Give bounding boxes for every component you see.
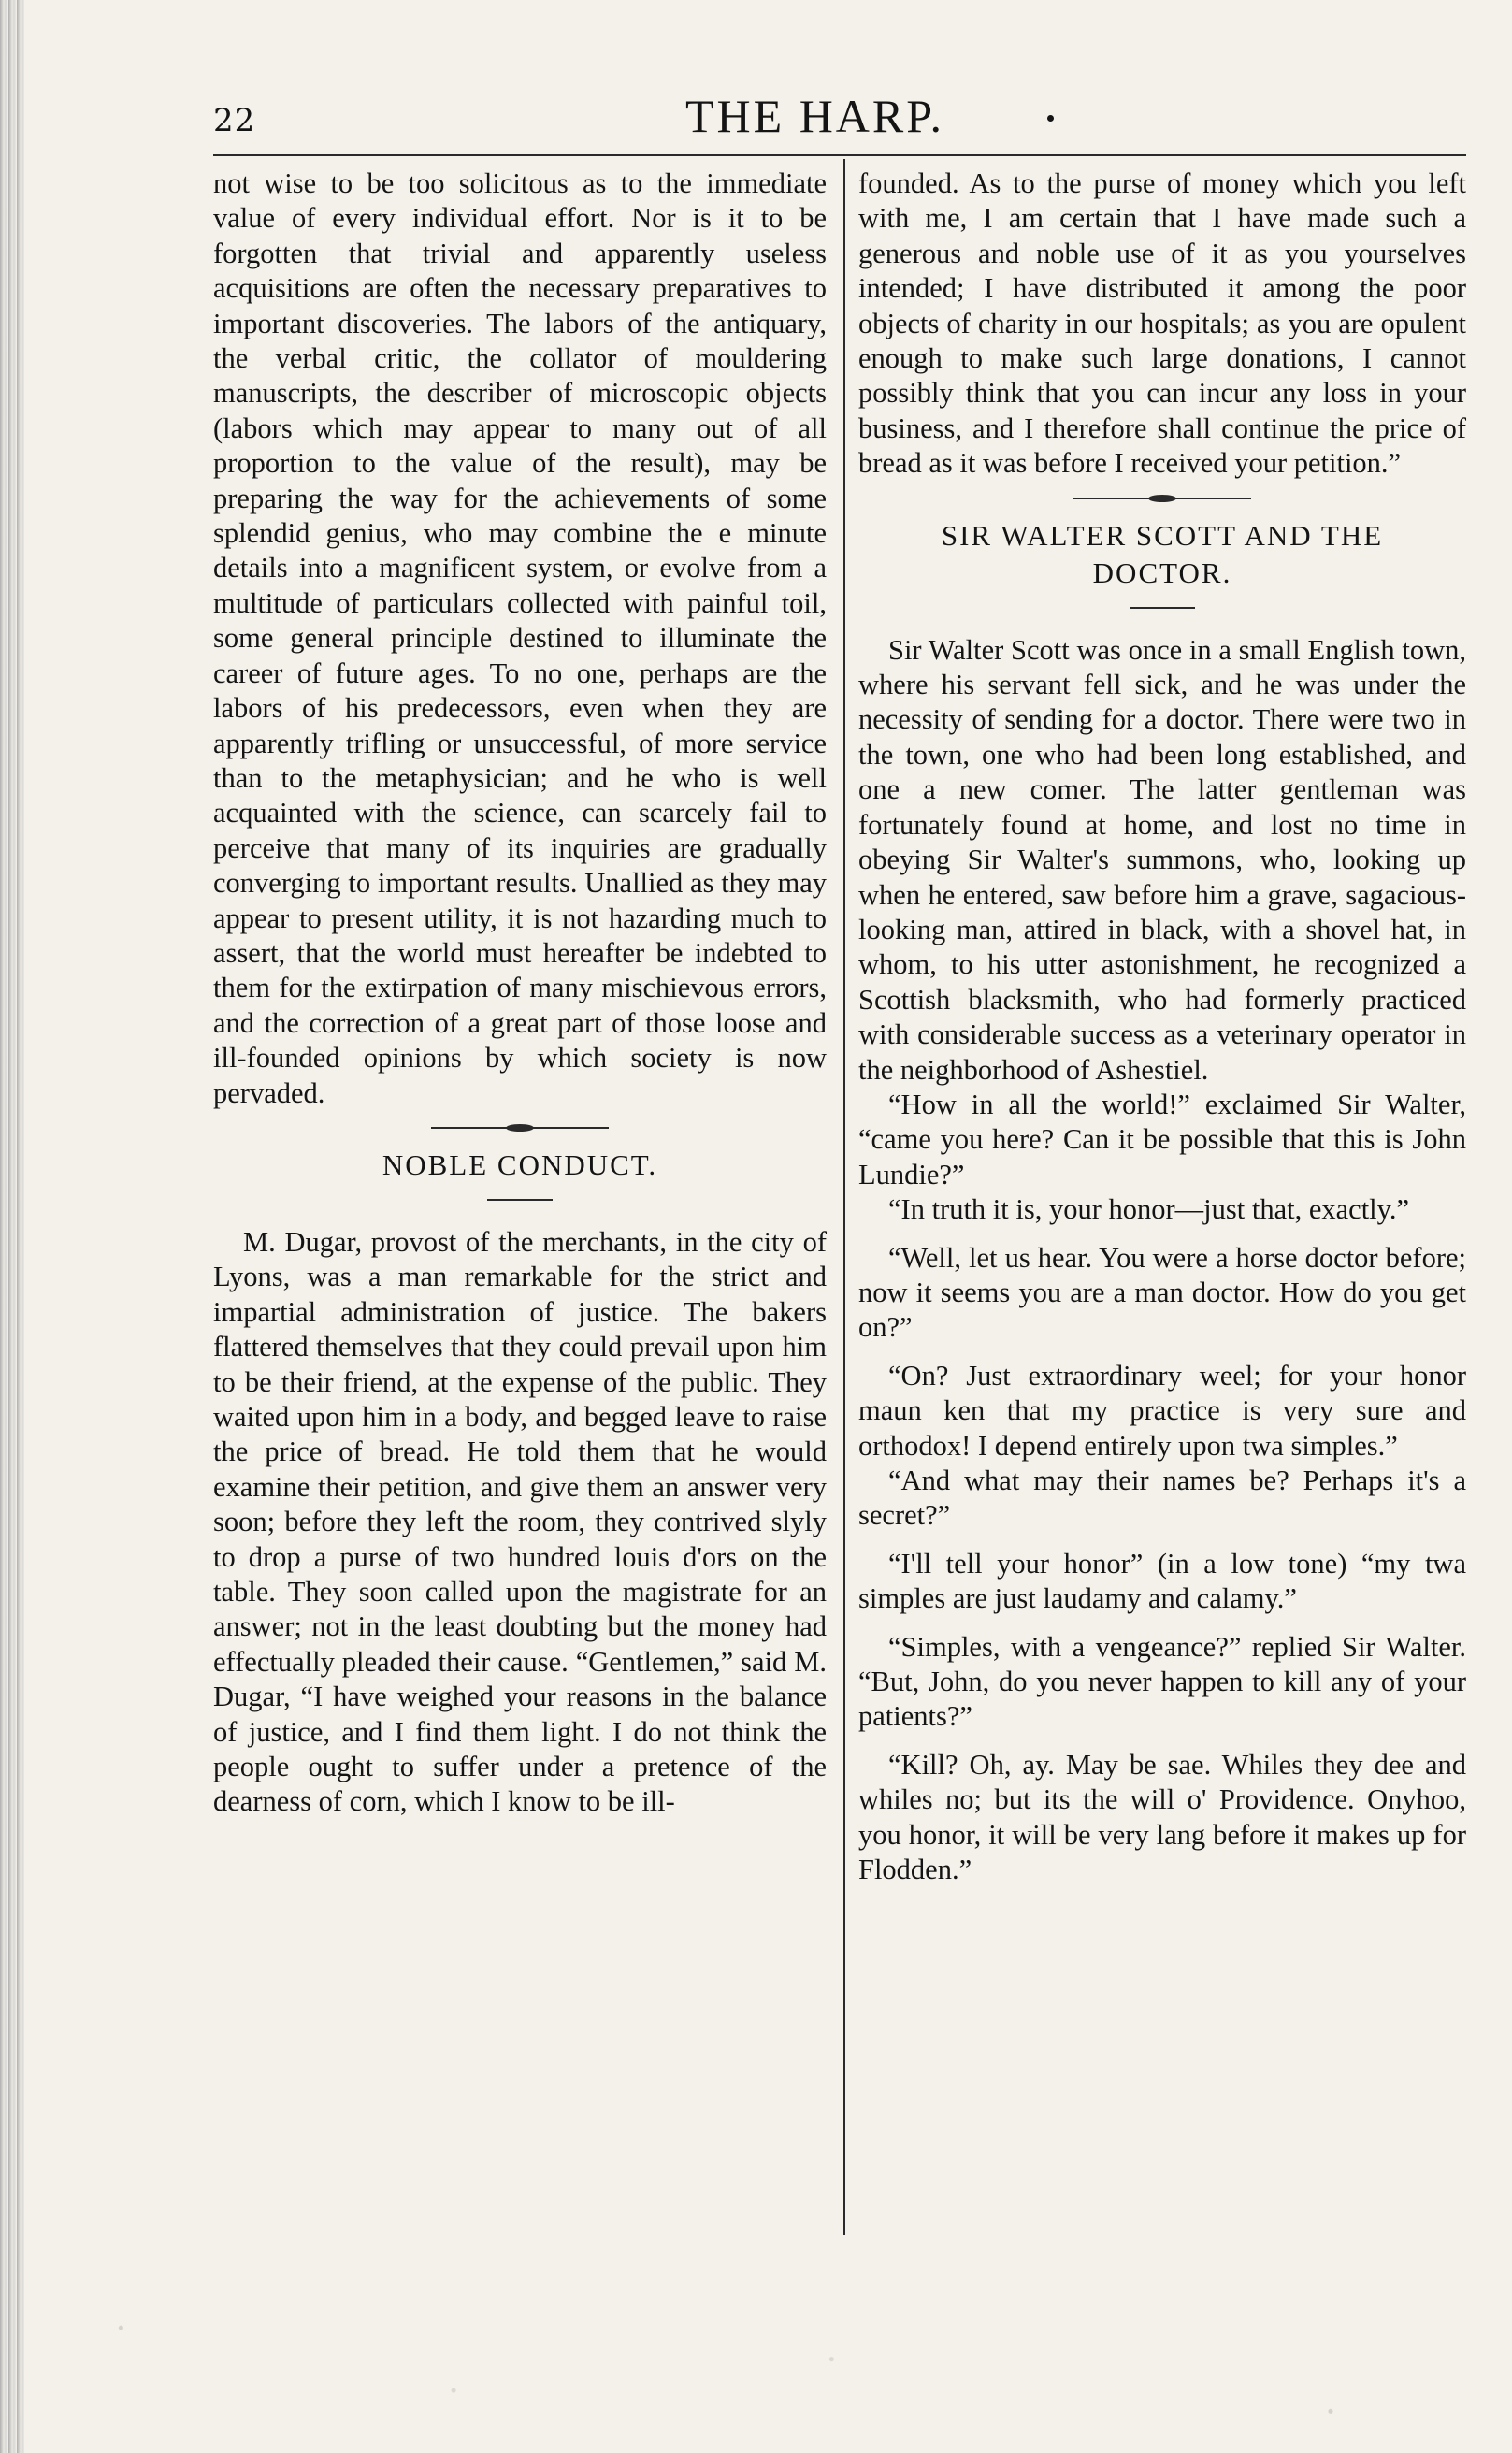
noble-conduct-continuation: founded. As to the purse of money which you left with me, I am certain that I have made such a generous and noble use of it as you yourselves intended; I have distributed it among the poor objects of charity in our hospitals; as you are opulent enough to make such large donations, I cannot possibly think that you can incur any loss in your business, and I therefore shall continue the price of bread as it was before I received your petition.”	[858, 167, 1466, 480]
section-rule	[431, 1122, 609, 1133]
scott-paragraph-8: “Simples, with a vengeance?” replied Sir Walter. “But, John, do you never happen to kill any of your patients?”	[858, 1630, 1466, 1733]
noble-conduct-paragraph: M. Dugar, provost of the merchants, in the city of Lyons, was a man remarkable for the strict and impartial administration of justice. The bakers flattered themselves that they could prevail upon him to be their friend, at the expense of the public. They waited upon him in a body, and begged leave to raise the price of bread. He told them that he would examine their petition, and give them an answer very soon; before they left the room, they contrived slyly to drop a purse of two hundred louis d'ors on the table. They soon called upon the magistrate for an answer; not in the least doubting but the money had effectually pleaded their cause. “Gentlemen,” said M. Dugar, “I have weighed your reasons in the balance of justice, and I find them light. I do not think the people ought to suffer under a pretence of the dearness of corn, which I know to be ill-	[213, 1225, 827, 1818]
left-paragraph-1: not wise to be too solicitous as to the immediate value of every individual effort. Nor is it to be forgotten that trivial and apparently useless acquisitions are often the necessary preparatives to important discoveries. The labors of the antiquary, the verbal critic, the collator of mouldering manuscripts, the describer of microscopic objects (labors which may appear to many out of all proportion to the value of the result), may be preparing the way for the achievements of some splendid genius, who may combine the e minute details into a magnificent system, or evolve from a multitude of particulars collected with painful toil, some general principle destined to illuminate the career of future ages. To no one, perhaps are the labors of his predecessors, even when they are apparently trifling or unsuccessful, of more service than to the metaphysician; and he who is well acquainted with the science, can scarcely fail to perceive that many of its inquiries are gradually converging to important results. Unallied as they may appear to present utility, it is not hazarding much to assert, that the world must hereafter be indebted to them for the extirpation of many mischievous errors, and the correction of a great part of those loose and ill-founded opinions by which society is now pervaded.	[213, 167, 827, 1109]
section-rule	[1073, 493, 1251, 504]
scott-paragraph-7: “I'll tell your honor” (in a low tone) “my twa simples are just laudamy and calamy.”	[858, 1547, 1466, 1615]
page-header	[213, 89, 1466, 145]
running-title: THE HARP.	[685, 90, 945, 142]
page-number: 22	[213, 102, 256, 139]
scott-paragraph-3: “In truth it is, your honor—just that, exactly.”	[888, 1193, 1410, 1226]
header-rule	[213, 154, 1466, 156]
column-divider	[843, 159, 845, 2235]
scan-edge-decoration	[0, 0, 24, 2453]
scott-paragraph-9: “Kill? Oh, ay. May be sae. Whiles they dee and whiles no; but its the will o' Providence. Onyhoo, you honor, it will be very lang before it makes up for Flodden.”	[858, 1748, 1466, 1886]
scott-paragraph-6: “And what may their names be? Perhaps it's a secret?”	[858, 1465, 1466, 1532]
heading-underline	[487, 1199, 553, 1201]
scott-heading-line-1: SIR WALTER SCOTT AND THE	[941, 518, 1384, 552]
scott-paragraph-2: “How in all the world!” exclaimed Sir Walter, “came you here? Can it be possible that this is John Lundie?”	[858, 1088, 1466, 1190]
scott-paragraph-5: “On? Just extraordinary weel; for your honor maun ken that my practice is very sure and orthodox! I depend entirely upon twa simples.”	[858, 1359, 1466, 1462]
header-dot	[1047, 115, 1054, 122]
scott-heading-line-2: DOCTOR.	[1092, 556, 1232, 589]
scott-paragraph-4: “Well, let us hear. You were a horse doctor before; now it seems you are a man doctor. How do you get on?”	[858, 1241, 1466, 1344]
right-column	[858, 166, 1466, 1887]
heading-underline	[1130, 607, 1195, 609]
scan-specks-decoration	[0, 2244, 1512, 2453]
scott-paragraph-1: Sir Walter Scott was once in a small English town, where his servant fell sick, and he was under the necessity of sending for a doctor. There were two in the town, one who had been long established, and one a new comer. The latter gentleman was fortunately found at home, and lost no time in obeying Sir Walter's summons, who, looking up when he entered, saw before him a grave, sagacious-looking man, attired in black, with a shovel hat, in whom, to his utter astonishment, he recognized a Scottish blacksmith, who had formerly practiced with considerable success as a veterinary operator in the neighborhood of Ashestiel.	[858, 633, 1466, 1086]
noble-conduct-heading: NOBLE CONDUCT.	[382, 1147, 658, 1181]
left-column	[213, 166, 827, 1820]
